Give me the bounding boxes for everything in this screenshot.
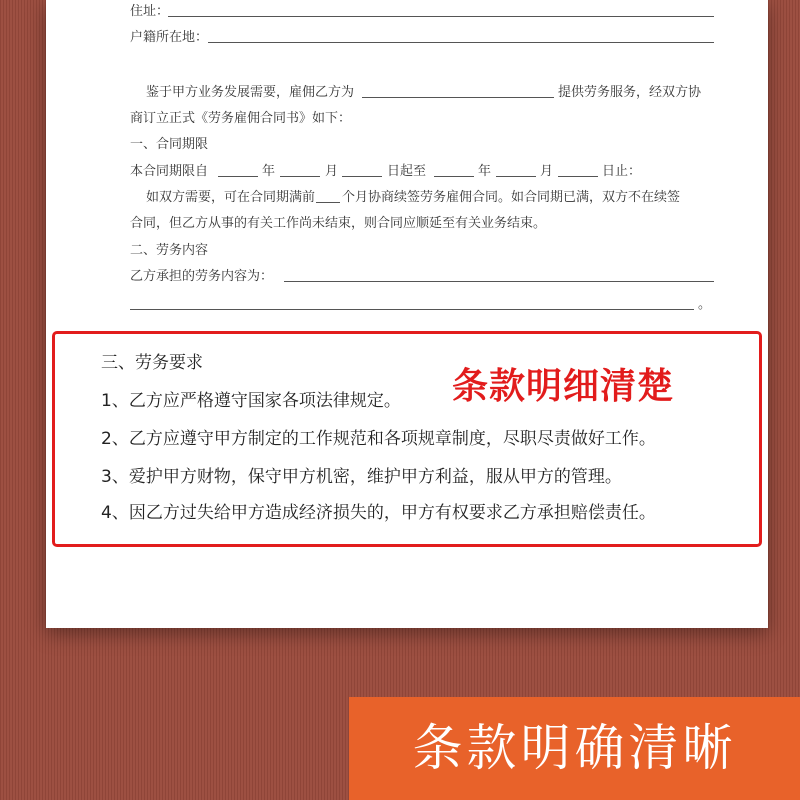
term-month1: 月 bbox=[325, 164, 339, 179]
term-day-from: 日起至 bbox=[387, 164, 427, 179]
household-label: 户籍所在地： bbox=[130, 30, 209, 45]
requirement-item: 3、爱护甲方财物，保守甲方机密，维护甲方利益，服从甲方的管理。 bbox=[101, 467, 622, 487]
address-blank bbox=[168, 16, 714, 17]
term-year2-blank bbox=[434, 176, 474, 177]
promo-banner bbox=[349, 697, 800, 800]
section-2-title: 二、劳务内容 bbox=[130, 243, 209, 258]
term-day-until: 日止： bbox=[602, 164, 642, 179]
term-day1-blank bbox=[342, 176, 382, 177]
term-day2-blank bbox=[558, 176, 598, 177]
duties-blank-1 bbox=[284, 281, 714, 282]
renewal-text-c: 合同，但乙方从事的有关工作尚未结束，则合同应顺延至有关业务结束。 bbox=[130, 216, 547, 231]
duties-end: 。 bbox=[698, 297, 712, 312]
requirement-item: 2、乙方应遵守甲方制定的工作规范和各项规章制度，尽职尽责做好工作。 bbox=[101, 429, 656, 449]
requirement-item: 1、乙方应严格遵守国家各项法律规定。 bbox=[101, 391, 401, 411]
preamble-text-c: 商订立正式《劳务雇佣合同书》如下： bbox=[130, 111, 352, 126]
term-year1: 年 bbox=[262, 164, 276, 179]
section-1-title: 一、合同期限 bbox=[130, 137, 209, 152]
promo-banner-text: 条款明确清晰 bbox=[412, 719, 737, 777]
renewal-months-blank bbox=[316, 202, 340, 203]
requirements-title: 三、劳务要求 bbox=[101, 353, 203, 373]
term-month2: 月 bbox=[540, 164, 554, 179]
term-month2-blank bbox=[496, 176, 536, 177]
duties-label: 乙方承担的劳务内容为： bbox=[130, 269, 274, 284]
term-prefix: 本合同期限自 bbox=[130, 164, 209, 179]
preamble-text-b: 提供劳务服务，经双方协 bbox=[558, 85, 702, 100]
term-year2: 年 bbox=[478, 164, 492, 179]
service-blank bbox=[362, 97, 554, 98]
term-year1-blank bbox=[218, 176, 258, 177]
term-month1-blank bbox=[280, 176, 320, 177]
callout-text: 条款明细清楚 bbox=[452, 366, 675, 407]
renewal-text-b: 个月协商续签劳务雇佣合同。如合同期已满，双方不在续签 bbox=[342, 190, 681, 205]
requirement-item: 4、因乙方过失给甲方造成经济损失的，甲方有权要求乙方承担赔偿责任。 bbox=[101, 503, 656, 523]
address-label: 住址： bbox=[130, 4, 170, 19]
duties-blank-2 bbox=[130, 309, 694, 310]
renewal-text-a: 如双方需要，可在合同期满前 bbox=[146, 190, 316, 205]
household-blank bbox=[208, 42, 714, 43]
preamble-text-a: 鉴于甲方业务发展需要，雇佣乙方为 bbox=[146, 85, 355, 100]
